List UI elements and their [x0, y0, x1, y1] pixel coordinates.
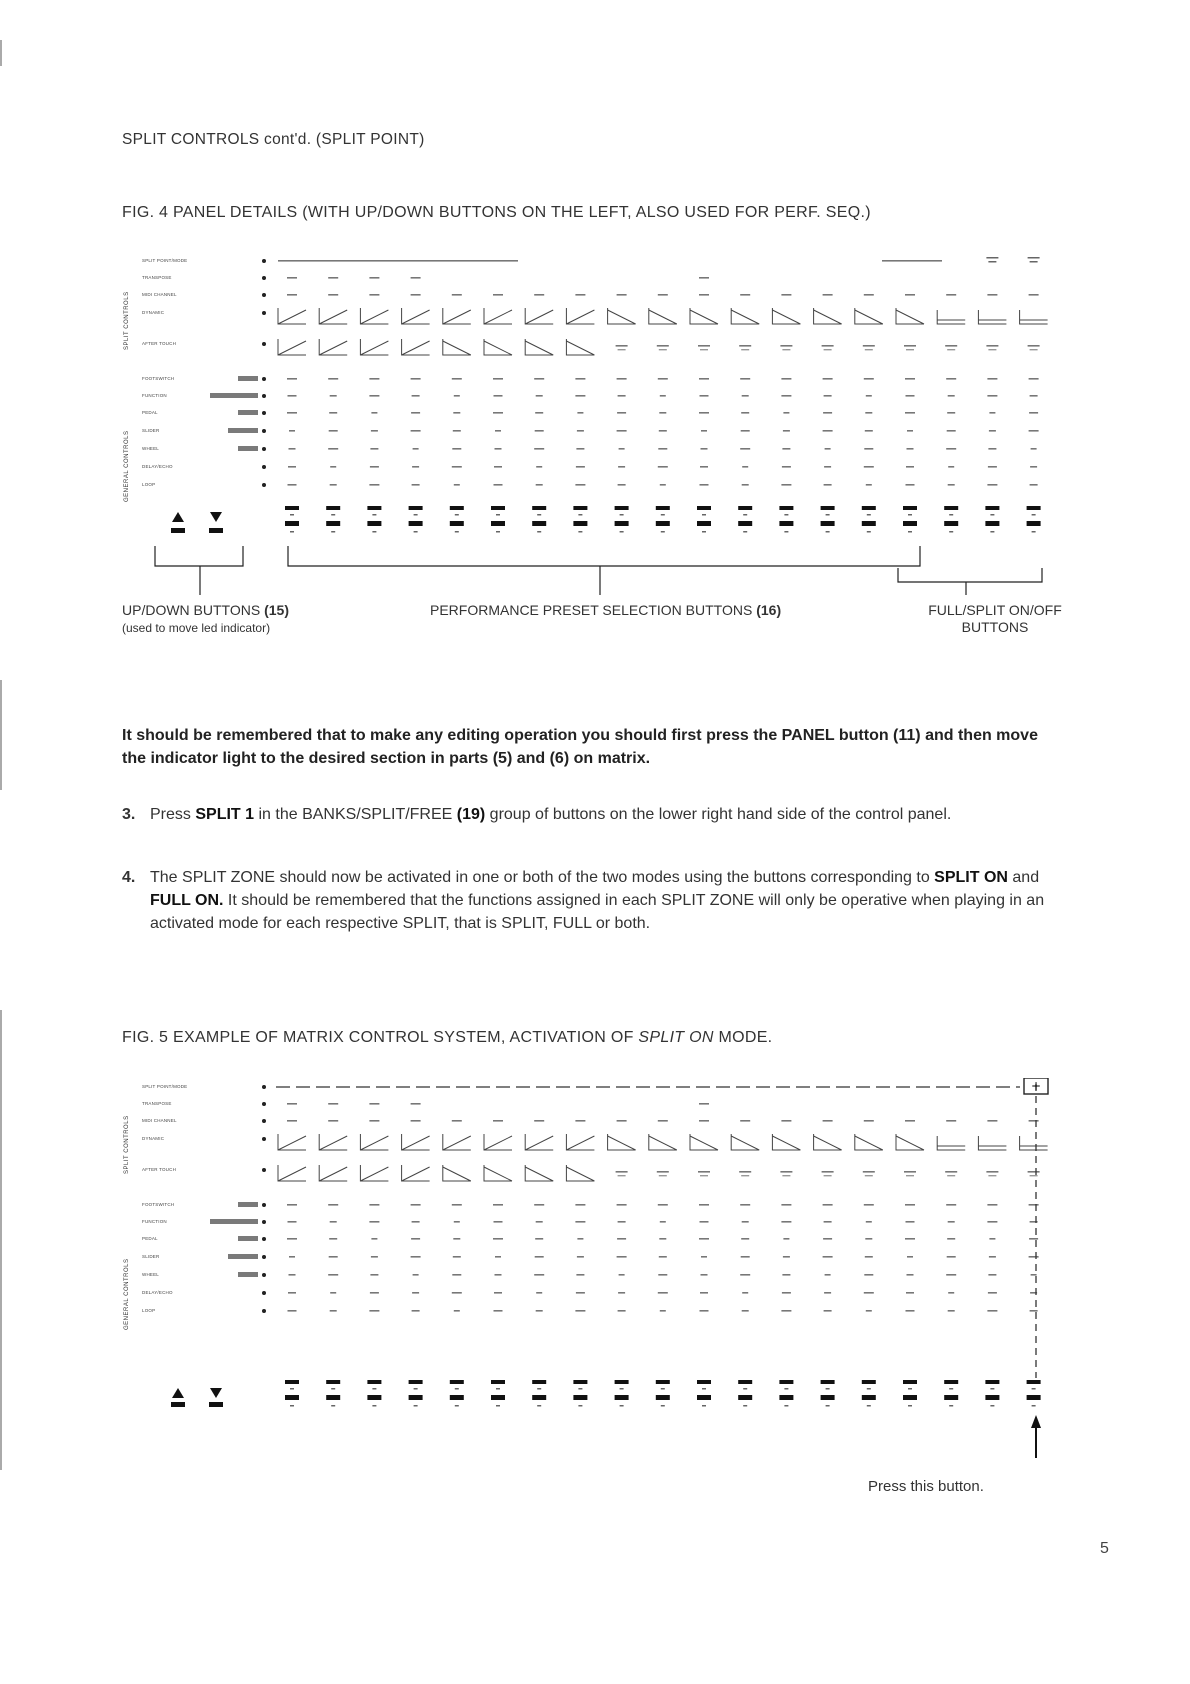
step-4-bold-b: FULL ON. — [150, 892, 224, 909]
step-4-number: 4. — [122, 869, 136, 886]
fig5-title-italic: SPLIT ON — [638, 1029, 714, 1046]
step-4-bold-a: SPLIT ON — [934, 869, 1008, 886]
caption-perf — [430, 602, 850, 619]
caption-updown — [122, 602, 352, 637]
row-label-footswitch: FOOTSWITCH — [142, 376, 175, 381]
step-3-number: 3. — [122, 806, 136, 823]
fig5-general-controls-group-label: GENERAL CONTROLS — [124, 1258, 130, 1330]
row-label-delay-echo: DELAY/ECHO — [142, 464, 173, 469]
fig5-row-label-slider: SLIDER — [142, 1254, 160, 1259]
step-4-text-b: and — [1007, 869, 1040, 886]
fig5-title-prefix: FIG. 5 EXAMPLE OF MATRIX CONTROL SYSTEM, ACTIVATION OF — [122, 1029, 639, 1046]
fig5-row-label-pedal: PEDAL — [142, 1236, 158, 1241]
step-3-text-a: Press — [150, 806, 196, 823]
row-label-dynamic: DYNAMIC — [142, 310, 165, 315]
row-label-function: FUNCTION — [142, 393, 167, 398]
caption-updown-num: (15) — [264, 602, 289, 618]
step-3-bold-a: SPLIT 1 — [195, 806, 255, 823]
fig5-title — [122, 1029, 772, 1047]
fig5-split-controls-group-label: SPLIT CONTROLS — [124, 1115, 130, 1174]
step-4 — [122, 866, 1062, 935]
general-controls-group-label: GENERAL CONTROLS — [124, 430, 130, 502]
fig5-row-label-footswitch: FOOTSWITCH — [142, 1202, 175, 1207]
fig5-panel — [120, 1078, 1080, 1458]
caption-full-line1: FULL/SPLIT ON/OFF — [928, 602, 1062, 618]
fig5-row-label-transpose: TRANSPOSE — [142, 1101, 172, 1106]
press-this-button-label: Press this button. — [868, 1478, 984, 1495]
fig4-title: FIG. 4 PANEL DETAILS (WITH UP/DOWN BUTTONS ON THE LEFT, ALSO USED FOR PERF. SEQ.) — [122, 204, 871, 221]
row-label-after-touch: AFTER TOUCH — [142, 341, 177, 346]
fig5-title-suffix: MODE. — [713, 1029, 773, 1046]
step-3-bold-b: (19) — [456, 806, 486, 823]
step-3-text-b: in the BANKS/SPLIT/FREE — [254, 806, 457, 823]
caption-updown-sub: (used to move led indicator) — [122, 621, 271, 635]
split-controls-group-label: SPLIT CONTROLS — [124, 291, 130, 350]
step-4-text-c: It should be remembered that the functions assigned in each SPLIT ZONE will only be operative when playing in an activated mode for each respective SPLIT, that is SPLIT, FULL or both. — [150, 892, 1045, 932]
fig5-row-label-dynamic: DYNAMIC — [142, 1136, 165, 1141]
caption-updown-title: UP/DOWN BUTTONS — [122, 602, 261, 618]
editing-note: It should be remembered that to make any editing operation you should first press the PANEL button (11) and then move the indicator light to the desired section in parts (5) and (6) on matrix. — [122, 727, 1038, 767]
fig5-row-label-function: FUNCTION — [142, 1219, 167, 1224]
fig5-row-label-midi-channel: MIDI CHANNEL — [142, 1118, 177, 1123]
row-label-loop: LOOP — [142, 482, 156, 487]
step-4-text-a: The SPLIT ZONE should now be activated in one or both of the two modes using the buttons corresponding to — [150, 869, 935, 886]
fig5-row-label-delay-echo: DELAY/ECHO — [142, 1290, 173, 1295]
row-label-transpose: TRANSPOSE — [142, 275, 172, 280]
fig5-row-label-after-touch: AFTER TOUCH — [142, 1167, 177, 1172]
row-label-slider: SLIDER — [142, 428, 160, 433]
row-label-split-point: SPLIT POINT/MODE — [142, 258, 188, 263]
svg-text:+: + — [1030, 1079, 1042, 1093]
fig5-row-label-wheel: WHEEL — [142, 1272, 160, 1277]
caption-full-line2: BUTTONS — [961, 619, 1029, 635]
fig5-row-label-loop: LOOP — [142, 1308, 156, 1313]
step-3-text-c: group of buttons on the lower right hand side of the control panel. — [485, 806, 952, 823]
caption-perf-num: (16) — [756, 602, 782, 618]
row-label-wheel: WHEEL — [142, 446, 160, 451]
caption-full-split — [920, 602, 1070, 636]
step-3 — [122, 803, 1062, 826]
caption-perf-title: PERFORMANCE PRESET SELECTION BUTTONS — [430, 602, 753, 618]
section-heading: SPLIT CONTROLS cont'd. (SPLIT POINT) — [122, 131, 425, 148]
row-label-midi-channel: MIDI CHANNEL — [142, 292, 177, 297]
fig5-matrix-graphic — [120, 1078, 1080, 1458]
fig5-row-label-split-point: SPLIT POINT/MODE — [142, 1084, 188, 1089]
row-label-pedal: PEDAL — [142, 410, 158, 415]
page-number: 5 — [1100, 1540, 1109, 1557]
